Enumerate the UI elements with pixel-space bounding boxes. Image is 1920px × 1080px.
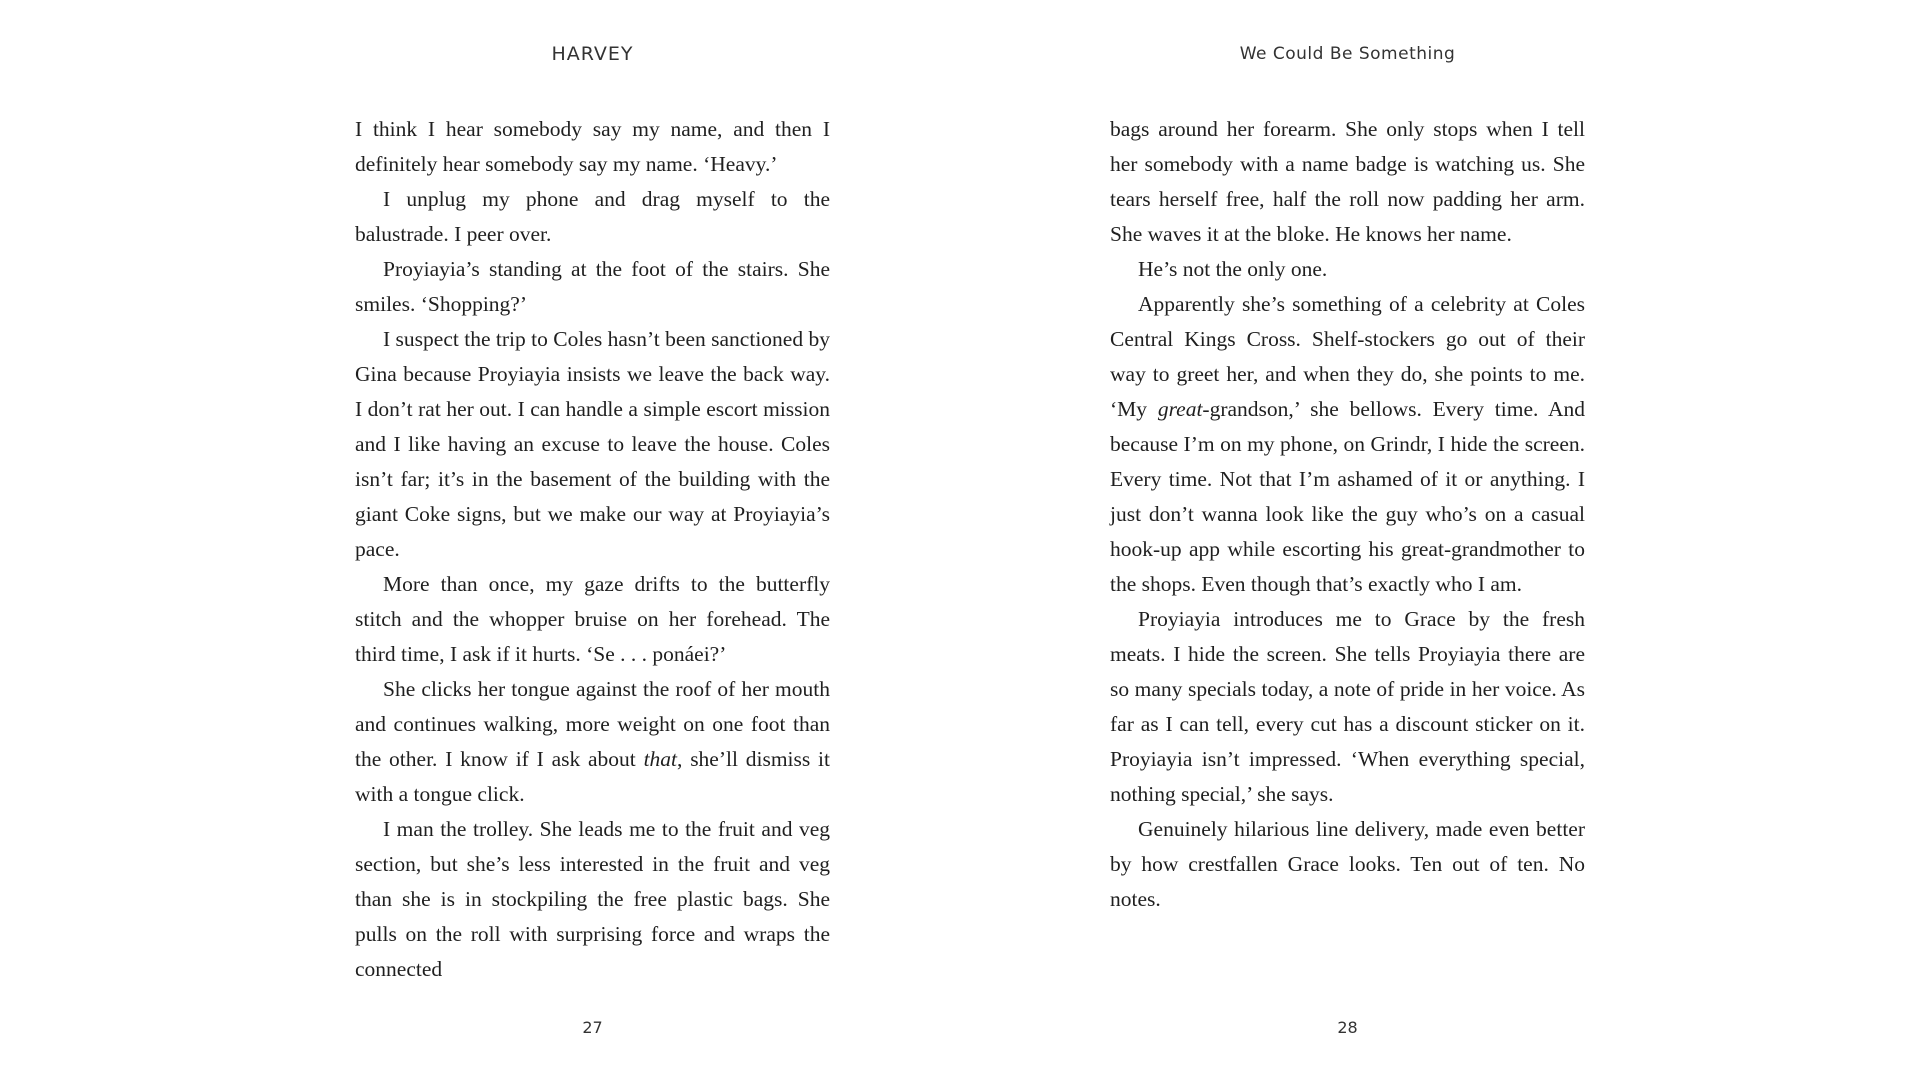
text-run: He’s not the only one.	[1138, 257, 1328, 281]
text-run: I man the trolley. She leads me to the fruit and veg section, but she’s less interested in the fruit and veg than she is in stockpiling the free plastic bags. She pulls on the roll with surprising force and wraps the connected	[355, 817, 830, 981]
emphasis-text: that	[643, 747, 678, 771]
running-head-title: We Could Be Something	[1239, 44, 1456, 64]
text-run: She clicks her tongue against the roof of her mouth and continues walking, more weight on one foot than the other. I know if I ask about	[355, 677, 830, 771]
paragraph	[1110, 112, 1585, 252]
left-body-text	[355, 112, 830, 987]
text-run: -grandson,’ she bellows. Every time. And because I’m on my phone, on Grindr, I hide the screen. Every time. Not that I’m ashamed of it or anything. I just don’t wanna look like the guy who’s on a casual hook-up app while escorting his great-grandmother to the shops. Even though that’s exactly who I am.	[1110, 397, 1585, 596]
paragraph	[355, 252, 830, 322]
paragraph	[355, 112, 830, 182]
running-head-author: HARVEY	[551, 43, 634, 65]
text-run: Genuinely hilarious line delivery, made even better by how crestfallen Grace looks. Ten out of ten. No notes.	[1110, 817, 1585, 911]
text-run: More than once, my gaze drifts to the butterfly stitch and the whopper bruise on her forehead. The third time, I ask if it hurts. ‘Se . . . ponáei?’	[355, 572, 830, 666]
paragraph	[1110, 812, 1585, 917]
text-run: bags around her forearm. She only stops when I tell her somebody with a name badge is watching us. She tears herself free, half the roll now padding her arm. She waves it at the bloke. He knows her name.	[1110, 117, 1585, 246]
text-run: Proyiayia’s standing at the foot of the stairs. She smiles. ‘Shopping?’	[355, 257, 830, 316]
page-number-right: 28	[1337, 1018, 1358, 1037]
text-run: Proyiayia introduces me to Grace by the fresh meats. I hide the screen. She tells Proyiayia there are so many specials today, a note of pride in her voice. As far as I can tell, every cut has a discount sticker on it. Proyiayia isn’t impressed. ‘When everything special, nothing special,’ she says.	[1110, 607, 1585, 806]
paragraph	[355, 322, 830, 567]
text-run: , she’ll dismiss it with a tongue click.	[355, 747, 830, 806]
right-page	[1110, 0, 1585, 1080]
paragraph	[355, 672, 830, 812]
paragraph	[1110, 287, 1585, 602]
paragraph	[355, 567, 830, 672]
text-run: I think I hear somebody say my name, and then I definitely hear somebody say my name. ‘Heavy.’	[355, 117, 830, 176]
page-number-left: 27	[582, 1018, 603, 1037]
text-run: I unplug my phone and drag myself to the balustrade. I peer over.	[355, 187, 830, 246]
paragraph	[1110, 252, 1585, 287]
left-page	[355, 0, 830, 1080]
paragraph	[355, 182, 830, 252]
right-body-text	[1110, 112, 1585, 917]
emphasis-text: great	[1157, 397, 1203, 421]
paragraph	[1110, 602, 1585, 812]
paragraph	[355, 812, 830, 987]
text-run: I suspect the trip to Coles hasn’t been sanctioned by Gina because Proyiayia insists we leave the back way. I don’t rat her out. I can handle a simple escort mission and I like having an excuse to leave the house. Coles isn’t far; it’s in the basement of the building with the giant Coke signs, but we make our way at Proyiayia’s pace.	[355, 327, 830, 561]
text-run: Apparently she’s something of a celebrity at Coles Central Kings Cross. Shelf-stockers go out of their way to greet her, and when they do, she points to me. ‘My	[1110, 292, 1585, 421]
